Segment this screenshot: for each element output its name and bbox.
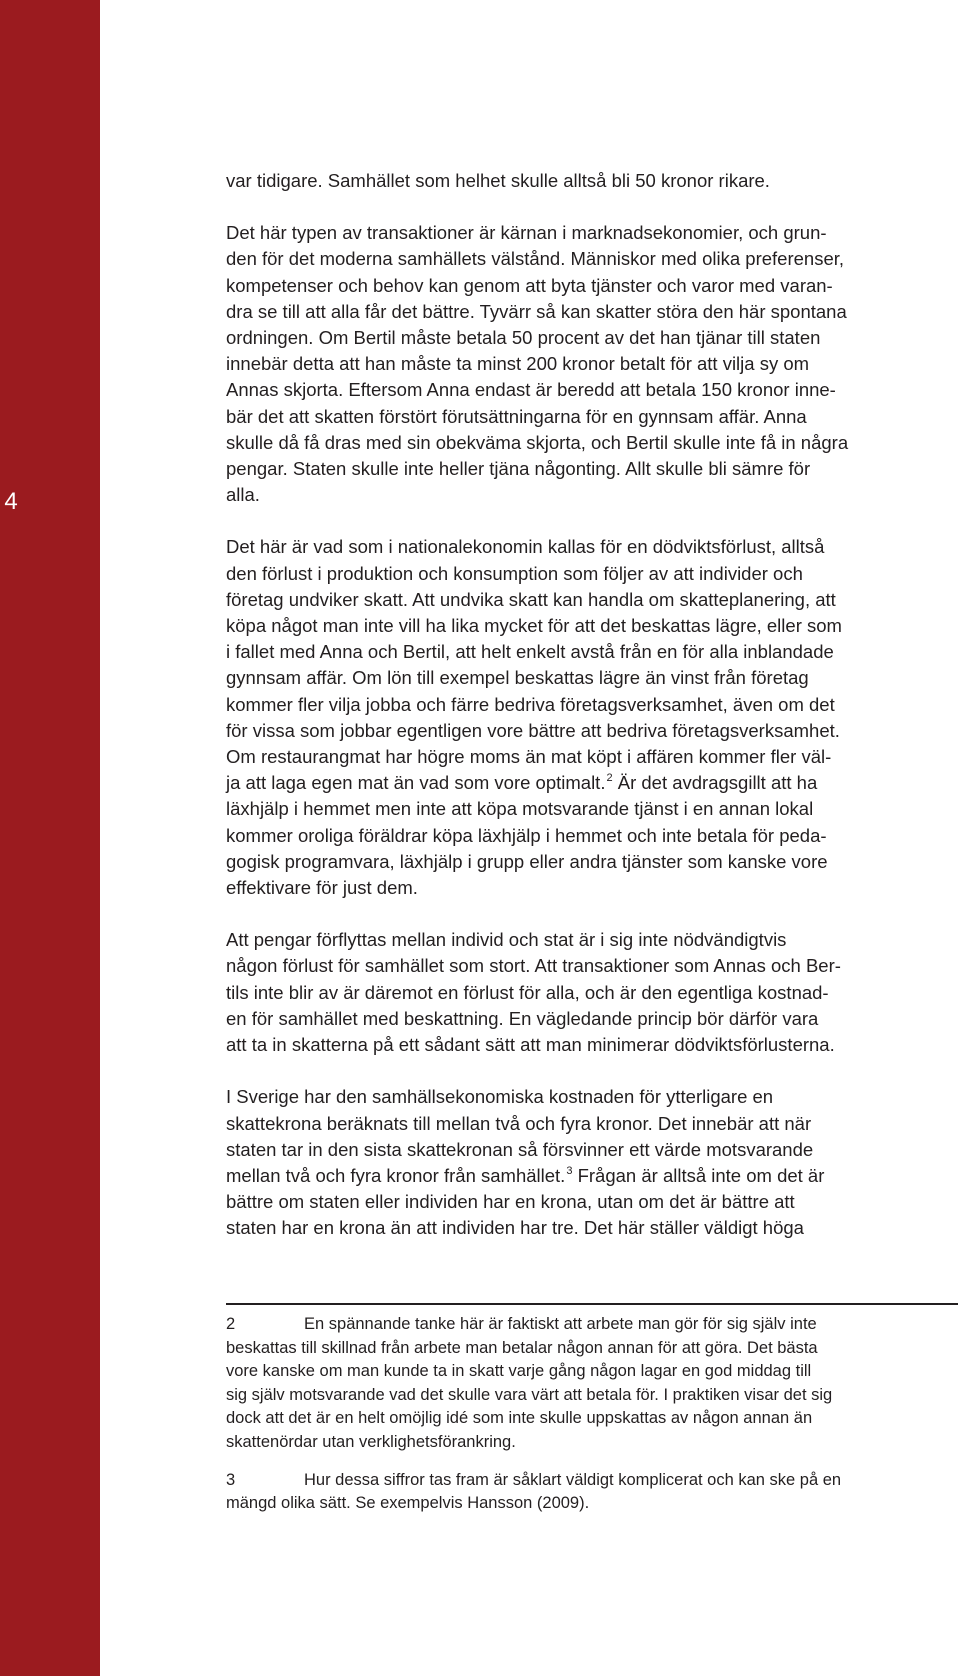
text-line: gogisk programvara, läxhjälp i grupp eller andra tjänster som kanske vore [226,850,828,872]
text-line: företag undviker skatt. Att undvika skatt kan handla om skatteplanering, att [226,588,836,610]
text-line: för vissa som jobbar egentligen vore bättre att bedriva företagsverksamhet. [226,719,840,741]
footnote-number: 3 [226,1470,236,1489]
footnote-line [226,1384,958,1408]
text-line: Om restaurangmat har högre moms än mat köpt i affären kommer fler väl- [226,746,832,768]
text-line: köpa något man inte vill ha lika mycket för att det beskattas lägre, eller som [226,615,842,637]
text-line: tils inte blir av är däremot en förlust för alla, och är den egentliga kostnad- [226,981,829,1003]
paragraph [226,534,958,901]
text-line: pengar. Staten skulle inte heller tjäna någonting. Allt skulle bli sämre för [226,458,811,480]
footnotes-section [226,1303,958,1530]
text-line: skulle då få dras med sin obekväma skjorta, och Bertil skulle inte få in några [226,431,849,453]
text-line: var tidigare. Samhället som helhet skulle alltså bli 50 kronor rikare. [226,170,770,191]
text-line: Annas skjorta. Eftersom Anna endast är beredd att betala 150 kronor inne- [226,379,836,401]
text-line: läxhjälp i hemmet men inte att köpa motsvarande tjänst i en annan lokal [226,798,814,820]
side-color-band [0,0,100,1676]
footnote-reference[interactable]: 3 [566,1164,573,1177]
text-line: kommer oroliga föräldrar köpa läxhjälp i hemmet och inte betala för peda- [226,824,827,846]
footnote-text: beskattas till skillnad från arbete man betalar någon annan för att göra. Det bästa [226,1338,818,1357]
footnote-reference[interactable]: 2 [606,772,613,785]
footnote-line [226,1337,958,1361]
paragraph [226,927,958,1058]
footnote-line [226,1492,958,1516]
text-line: Det här är vad som i nationalekonomin kallas för en dödviktsförlust, alltså [226,536,825,558]
footnote-text: skattenördar utan verklighetsförankring. [226,1432,516,1451]
footnote-line [226,1431,958,1455]
text-line: kompetenser och behov kan genom att byta tjänster och varor med varan- [226,274,833,296]
text-line: kommer fler vilja jobba och färre bedriva företagsverksamhet, även om det [226,693,835,715]
paragraph [226,168,958,194]
text-run: Är det avdragsgillt att ha [612,772,818,794]
body-text [226,168,958,1268]
text-line: i fallet med Anna och Bertil, att helt enkelt avstå från en för alla inblandade [226,641,834,663]
text-line: gynnsam affär. Om lön till exempel beskattas lägre än vinst från företag [226,667,809,689]
text-line: bättre om staten eller individen har en krona, utan om det är bättre att [226,1191,795,1213]
text-line: ordningen. Om Bertil måste betala 50 procent av det han tjänar till staten [226,327,821,349]
text-run: Frågan är alltså inte om det är [572,1164,825,1186]
text-line: skattekrona beräknats till mellan två och fyra kronor. Det innebär att när [226,1112,812,1134]
footnote-number: 2 [226,1315,236,1333]
text-line: att ta in skatterna på ett sådant sätt att man minimerar dödviktsförlusterna. [226,1034,835,1056]
text-line: dra se till att alla får det bättre. Tyvärr så kan skatter störa den här spontana [226,300,847,322]
text-line: staten tar in den sista skattekronan så försvinner ett värde motsvarande [226,1138,814,1160]
footnote-text: dock att det är en helt omöjlig idé som inte skulle uppskattas av någon annan än [226,1409,813,1428]
text-line: I Sverige har den samhällsekonomiska kostnaden för ytterligare en [226,1086,774,1108]
paragraph [226,220,958,508]
footnote-text: vore kanske om man kunde ta in skatt varje gång någon lagar en god middag till [226,1362,812,1381]
text-line: en för samhället med beskattning. En vägledande princip bör därför vara [226,1007,819,1029]
text-line: staten har en krona än att individen har tre. Det här ställer väldigt höga [226,1217,804,1239]
text-run: mellan två och fyra kronor från samhället. [226,1164,566,1186]
footnote-text: En spännande tanke här är faktiskt att arbete man gör för sig själv inte [304,1315,817,1333]
text-line [226,1163,958,1189]
text-line: den förlust i produktion och konsumption som följer av att individer och [226,562,803,584]
footnote-text: mängd olika sätt. Se exempelvis Hansson (2009). [226,1494,590,1513]
text-line: bär det att skatten förstört förutsättningarna för en gynnsam affär. Anna [226,405,807,427]
text-line [226,770,958,796]
page-number: 4 [4,488,18,515]
text-line: innebär detta att han måste ta minst 200 kronor betalt för att vilja sy om [226,353,810,375]
text-run: ja att laga egen mat än vad som vore optimalt. [226,772,606,794]
footnote-line [226,1469,958,1493]
footnote-line [226,1407,958,1431]
text-line: effektivare för just dem. [226,877,418,899]
footnote-line [226,1313,958,1337]
text-line: Att pengar förflyttas mellan individ och stat är i sig inte nödvändigtvis [226,929,787,951]
footnote [226,1469,958,1516]
text-line: någon förlust för samhället som stort. Att transaktioner som Annas och Ber- [226,955,841,977]
text-line: den för det moderna samhällets välstånd. Människor med olika preferenser, [226,248,845,270]
text-line: Det här typen av transaktioner är kärnan i marknadsekonomier, och grun- [226,222,827,244]
text-line: alla. [226,484,260,506]
footnote-text: sig själv motsvarande vad det skulle vara värt att betala för. I praktiken visar det sig [226,1385,833,1404]
footnote [226,1313,958,1455]
footnote-text: Hur dessa siffror tas fram är såklart väldigt komplicerat och kan ske på en [304,1470,842,1489]
footnote-line [226,1360,958,1384]
paragraph [226,1084,958,1241]
